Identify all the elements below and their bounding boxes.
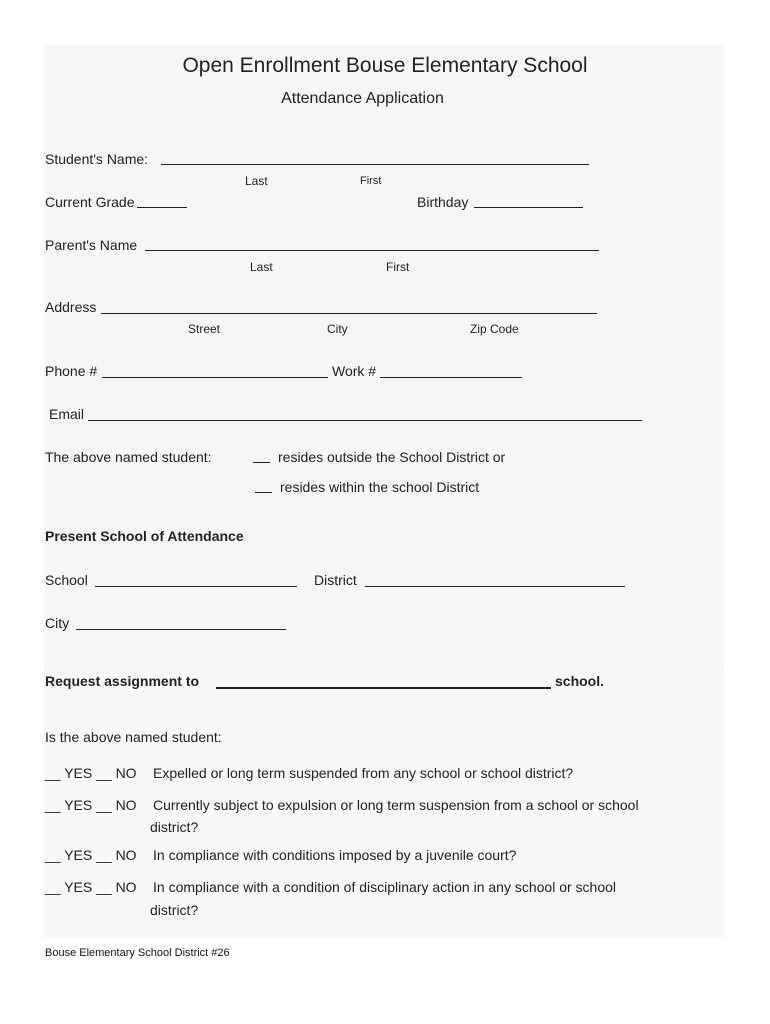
residency-prompt: The above named student: [45, 449, 212, 465]
question-1-text: Expelled or long term suspended from any school or school district? [153, 765, 574, 781]
district-field[interactable] [365, 586, 625, 587]
city-field[interactable] [76, 629, 286, 630]
parent-last-label: Last [250, 260, 273, 274]
email-label: Email [49, 406, 85, 422]
work-label: Work # [332, 363, 377, 379]
phone-field[interactable] [102, 377, 328, 378]
question-3-text: In compliance with conditions imposed by a juvenile court? [153, 847, 517, 863]
student-name-field[interactable] [161, 164, 589, 165]
student-last-label: Last [245, 174, 268, 188]
zip-code-label: Zip Code [470, 322, 519, 336]
district-label: District [314, 572, 357, 588]
residency-outside-checkbox[interactable] [253, 462, 270, 463]
student-first-label: First [360, 175, 382, 187]
question-3-yes-no[interactable]: __ YES __ NO [45, 847, 137, 863]
phone-label: Phone # [45, 363, 98, 379]
parent-name-field[interactable] [145, 250, 599, 251]
address-field[interactable] [101, 313, 597, 314]
request-school-suffix: school. [555, 673, 605, 689]
birthday-field[interactable] [474, 207, 583, 208]
page-subtitle: Attendance Application [281, 90, 444, 107]
footer-text: Bouse Elementary School District #26 [45, 947, 230, 959]
work-field[interactable] [380, 377, 522, 378]
school-field[interactable] [95, 586, 297, 587]
current-grade-field[interactable] [137, 207, 187, 208]
residency-outside-label: resides outside the School District or [278, 449, 506, 465]
question-2-text: Currently subject to expulsion or long term suspension from a school or school [153, 797, 639, 813]
city-sub-label: City [327, 322, 348, 336]
question-4-text-cont: district? [150, 902, 199, 918]
school-label: School [45, 572, 88, 588]
question-2-text-cont: district? [150, 819, 199, 835]
page-title: Open Enrollment Bouse Elementary School [182, 54, 588, 77]
current-grade-label: Current Grade [45, 194, 135, 210]
question-1-yes-no[interactable]: __ YES __ NO [45, 765, 137, 781]
email-field[interactable] [88, 420, 642, 421]
question-2-yes-no[interactable]: __ YES __ NO [45, 797, 137, 813]
residency-within-label: resides within the school District [280, 479, 480, 495]
question-4-text: In compliance with a condition of disciplinary action in any school or school [153, 879, 617, 895]
question-4-yes-no[interactable]: __ YES __ NO [45, 879, 137, 895]
residency-within-checkbox[interactable] [255, 492, 272, 493]
parent-first-label: First [386, 260, 410, 274]
present-school-heading: Present School of Attendance [45, 528, 244, 544]
city-label: City [45, 615, 70, 631]
questions-intro: Is the above named student: [45, 729, 222, 745]
request-assignment-label: Request assignment to [45, 673, 200, 689]
birthday-label: Birthday [417, 194, 469, 210]
student-name-label: Student's Name: [45, 151, 149, 167]
parent-name-label: Parent's Name [45, 237, 138, 253]
request-school-field[interactable] [216, 687, 551, 689]
street-label: Street [188, 322, 221, 336]
address-label: Address [45, 299, 97, 315]
form-panel-top [44, 46, 724, 670]
